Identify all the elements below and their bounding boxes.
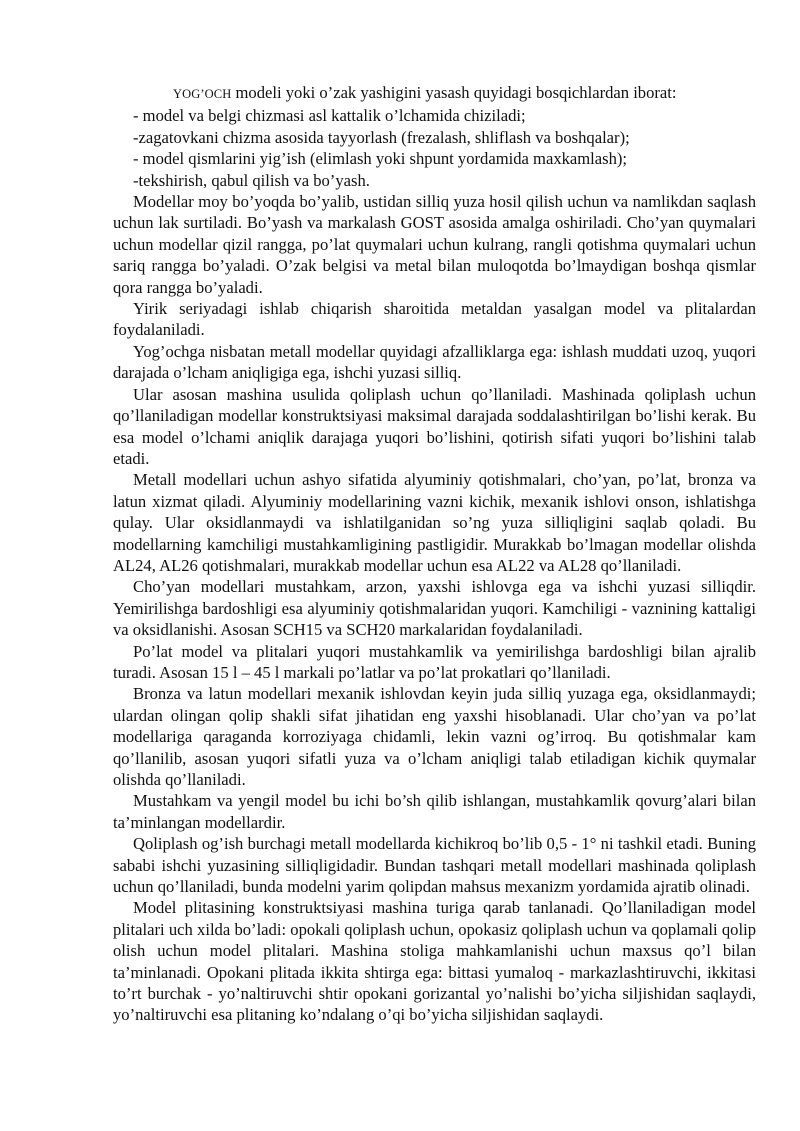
step-item: - model va belgi chizmasi asl kattalik o’lchamida chiziladi; <box>133 106 526 126</box>
intro-paragraph <box>113 82 756 105</box>
body-paragraph: Modellar moy bo’yoqda bo’yalib, ustidan silliq yuza hosil qilish uchun va namlikdan saqlash uchun lak surtiladi. Bo’yash va markalash GOST asosida amalga oshiriladi. Cho’yan quymalari uchun modellar qizil rangga, po’lat quymalari uchun kulrang, rangli qotishma quymalari uchun sariq rangga bo’yaladi. O’zak belgisi va metal bilan muloqotda bo’lmaydigan boshqa qismlar qora rangga bo’yaladi. <box>113 192 756 297</box>
body-paragraph: Po’lat model va plitalari yuqori mustahkamlik va yemirilishga bardoshligi bilan ajralib turadi. Asosan 15 l – 45 l markali po’latlar va po’lat prokatlari qo’llaniladi. <box>113 641 756 682</box>
intro-smallcaps: YOG’OCH <box>173 87 232 101</box>
document-page <box>113 82 756 1026</box>
body-paragraph: Model plitasining konstruktsiyasi mashina turiga qarab tanlanadi. Qo’llaniladigan model plitalari uch xilda bo’ladi: opokali qoliplash uchun, opokasiz qoliplash uchun va qoplamali qolip olish uchun model plitalari. Mashina stoliga mahkamlanishi uchun maxsus qo’l bilan ta’minlanadi. Opokani plitada ikkita shtirga ega: bittasi yumaloq - markazlashtiruvchi, ikkitasi to’rt burchak - yo’naltiruvchi shtir opokani gorizantal yo’nalishi bo’yicha siljishidan saqlaydi, yo’naltiruvchi esa plitaning ko’ndalang o’qi bo’yicha siljishidan saqlaydi. <box>113 898 756 1025</box>
body-paragraph: Yog’ochga nisbatan metall modellar quyidagi afzalliklarga ega: ishlash muddati uzoq, yuqori darajada o’lcham aniqligiga ega, ishchi yuzasi silliq. <box>113 341 756 383</box>
body-paragraph: Bronza va latun modellari mexanik ishlovdan keyin juda silliq yuzaga ega, oksidlanmaydi; ulardan olingan qolip shakli sifat jihatidan eng yaxshi hisoblanadi. Ular cho’yan va po’lat modellariga qaraganda korroziyaga chidamli, lekin vazni og’irroq. Bu qotishmalar kam qo’llanilib, asosan yuqori sifatli yuza va o’lcham aniqligi talab etiladigan kichik quymalar olishda qo’llaniladi. <box>113 684 756 789</box>
step-item: -tekshirish, qabul qilish va bo’yash. <box>133 170 370 190</box>
step-item: - model qismlarini yig’ish (elimlash yoki shpunt yordamida maxkamlash); <box>133 149 628 169</box>
step-item: -zagatovkani chizma asosida tayyorlash (frezalash, shliflash va boshqalar); <box>133 127 630 147</box>
body-paragraph: Cho’yan modellari mustahkam, arzon, yaxshi ishlovga ega va ishchi yuzasi silliqdir. Yemirilishga bardoshligi esa alyuminiy qotishmalaridan yuqori. Kamchiligi - vaznining kattaligi va oksidlanishi. Asosan SCH15 va SCH20 markalaridan foydalaniladi. <box>113 577 756 640</box>
body-paragraph: Ular asosan mashina usulida qoliplash uchun qo’llaniladi. Mashinada qoliplash uchun qo’llaniladigan modellar konstruktsiyasi maksimal darajada soddalashtirilgan bo’lishi kerak. Bu esa model o’lchami aniqlik darajaga yuqori bo’lishini, qotirish sifati yuqori bo’lishini talab etadi. <box>113 384 756 468</box>
body-paragraph: Metall modellari uchun ashyo sifatida alyuminiy qotishmalari, cho’yan, po’lat, bronza va latun xizmat qiladi. Alyuminiy modellarining vazni kichik, mexanik ishlovi onson, ishlatishga qulay. Ular oksidlanmaydi va ishlatilganidan so’ng yuza silliqligini saqlab qoladi. Bu modellarning kamchiligi mustahkamligining pastligidir. Murakkab bo’lmagan modellar olishda AL24, AL26 qotishmalari, murakkab modellar uchun esa AL22 va AL28 qo’llaniladi. <box>113 470 756 575</box>
intro-text: modeli yoki o’zak yashigini yasash quyidagi bosqichlardan iborat: <box>231 83 677 102</box>
body-paragraph: Qoliplash og’ish burchagi metall modellarda kichikroq bo’lib 0,5 - 1° ni tashkil etadi. Buning sababi ishchi yuzasining silliqligidadir. Bundan tashqari metall modellari mashinada qoliplash uchun qo’llaniladi, bunda modelni yarim qolipdan mahsus mexanizm yordamida ajratib olinadi. <box>113 834 756 897</box>
body-paragraph: Mustahkam va yengil model bu ichi bo’sh qilib ishlangan, mustahkamlik qovurg’alari bilan ta’minlangan modellardir. <box>113 791 756 832</box>
body-paragraph: Yirik seriyadagi ishlab chiqarish sharoitida metaldan yasalgan model va plitalardan foydalaniladi. <box>113 299 756 340</box>
